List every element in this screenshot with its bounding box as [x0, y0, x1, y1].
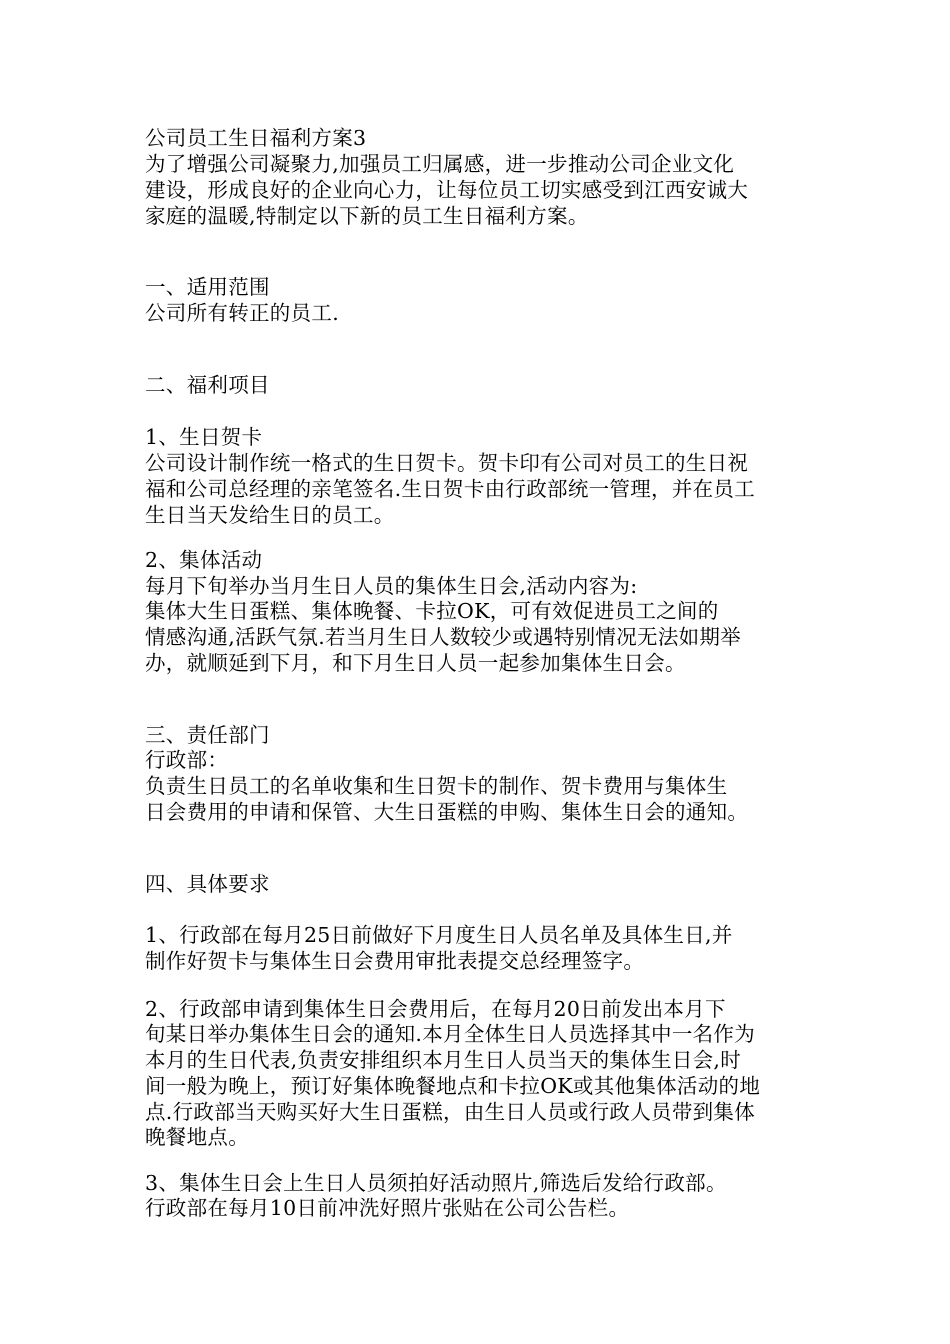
requirement-2-line: 间一般为晚上，预订好集体晚餐地点和卡拉OK或其他集体活动的地 — [145, 1074, 761, 1098]
group-activity-text-line: 情感沟通,活跃气氛.若当月生日人数较少或遇特别情况无法如期举 — [145, 625, 742, 649]
intro-paragraph-line: 建设，形成良好的企业向心力，让每位员工切实感受到江西安诚大 — [145, 178, 749, 202]
responsibility-text-line: 日会费用的申请和保管、大生日蛋糕的申购、集体生日会的通知。 — [145, 800, 749, 824]
requirement-1-line: 1、行政部在每月25日前做好下月度生日人员名单及具体生日,并 — [145, 923, 733, 947]
requirement-1-line: 制作好贺卡与集体生日会费用审批表提交总经理签字。 — [145, 949, 645, 973]
group-activity-text-line: 办，就顺延到下月，和下月生日人员一起参加集体生日会。 — [145, 651, 686, 675]
document-title: 公司员工生日福利方案3 — [145, 126, 367, 150]
subheading-group-activity: 2、集体活动 — [145, 548, 263, 572]
responsibility-text-line: 负责生日员工的名单收集和生日贺卡的制作、贺卡费用与集体生 — [145, 774, 728, 798]
birthday-card-text-line: 福和公司总经理的亲笔签名.生日贺卡由行政部统一管理，并在员工 — [145, 477, 756, 501]
birthday-card-text-line: 生日当天发给生日的员工。 — [145, 503, 395, 527]
section-heading-responsibility: 三、责任部门 — [145, 723, 270, 747]
requirement-2-line: 点.行政部当天购买好大生日蛋糕，由生日人员或行政人员带到集体 — [145, 1100, 756, 1124]
requirement-3-line: 行政部在每月10日前冲洗好照片张贴在公司公告栏。 — [145, 1196, 630, 1220]
requirement-2-line: 本月的生日代表,负责安排组织本月生日人员当天的集体生日会,时 — [145, 1048, 742, 1072]
requirement-2-line: 旬某日举办集体生日会的通知.本月全体生日人员选择其中一名作为 — [145, 1022, 756, 1046]
subheading-birthday-card: 1、生日贺卡 — [145, 425, 263, 449]
requirement-3-line: 3、集体生日会上生日人员须拍好活动照片,筛选后发给行政部。 — [145, 1171, 727, 1195]
responsible-department: 行政部： — [145, 748, 229, 772]
group-activity-text-line: 每月下旬举办当月生日人员的集体生日会,活动内容为: — [145, 574, 638, 598]
requirement-2-line: 晚餐地点。 — [145, 1125, 249, 1149]
birthday-card-text-line: 公司设计制作统一格式的生日贺卡。贺卡印有公司对员工的生日祝 — [145, 451, 749, 475]
requirement-2-line: 2、行政部申请到集体生日会费用后，在每月20日前发出本月下 — [145, 997, 726, 1021]
section-heading-requirements: 四、具体要求 — [145, 872, 270, 896]
group-activity-text-line: 集体大生日蛋糕、集体晚餐、卡拉OK，可有效促进员工之间的 — [145, 599, 719, 623]
section-heading-scope: 一、适用范围 — [145, 275, 270, 299]
intro-paragraph-line: 为了增强公司凝聚力,加强员工归属感，进一步推动公司企业文化 — [145, 152, 735, 176]
scope-text: 公司所有转正的员工. — [145, 301, 340, 325]
intro-paragraph-line: 家庭的温暖,特制定以下新的员工生日福利方案。 — [145, 204, 589, 228]
section-heading-benefits: 二、福利项目 — [145, 373, 270, 397]
